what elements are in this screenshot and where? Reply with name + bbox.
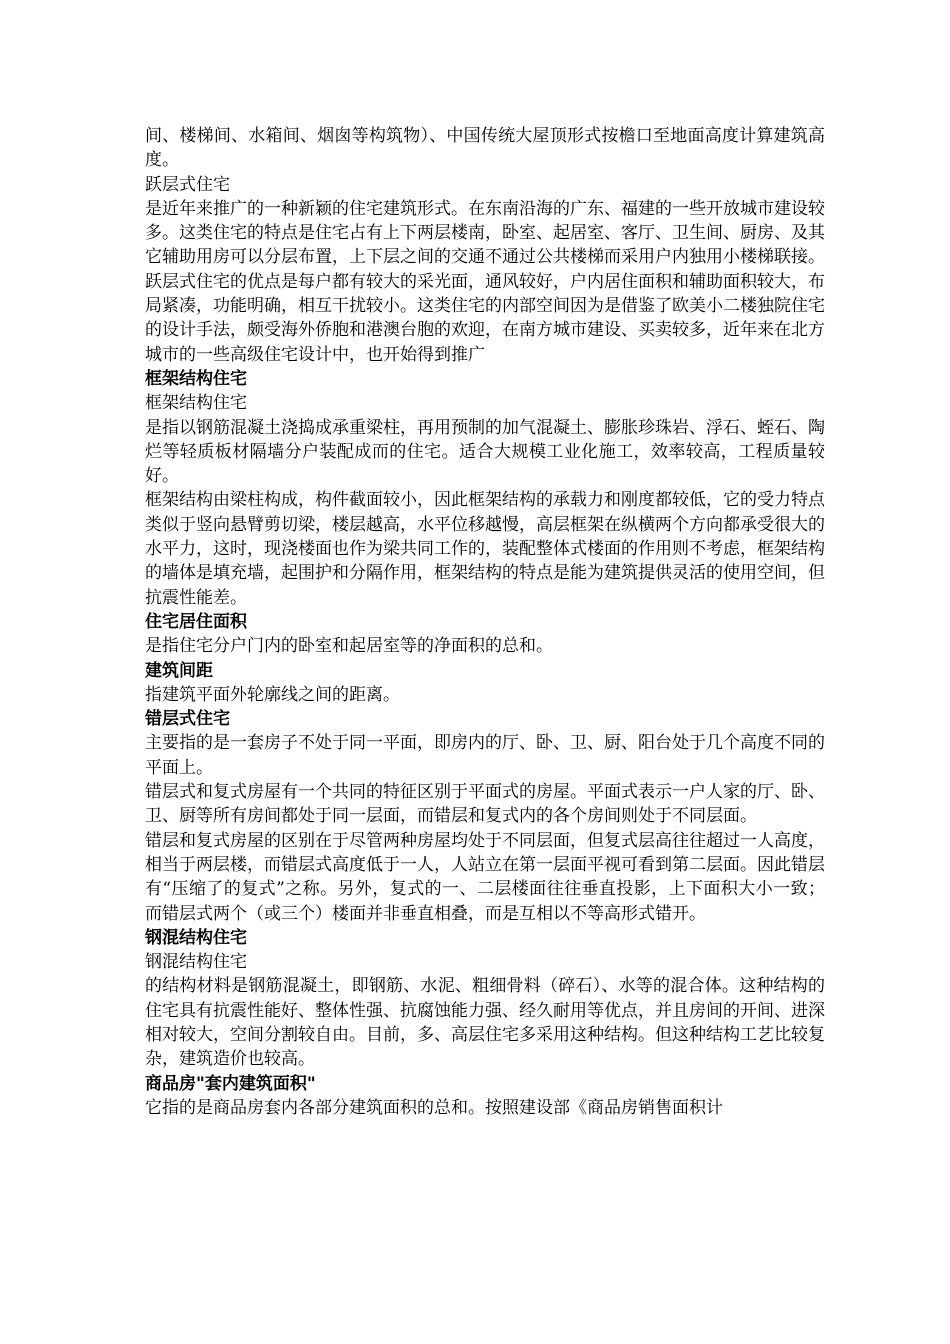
body-paragraph: 主要指的是一套房子不处于同一平面，即房内的厅、卧、卫、厨、阳台处于几个高度不同的平面上。 xyxy=(145,733,825,778)
body-paragraph: 是近年来推广的一种新颖的住宅建筑形式。在东南沿海的广东、福建的一些开放城市建设较多。这类住宅的特点是住宅占有上下两层楼南，卧室、起居室、客厅、卫生间、厨房、及其它辅助用房可以分层布置，上下层之间的交通不通过公共楼梯而采用户内独用小楼梯联接。跃层式住宅的优点是每户都有较大的采光面，通风较好，户内居住面积和辅助面积较大，布局紧凑，功能明确，相互干扰较小。这类住宅的内部空间因为是借鉴了欧美小二楼独院住宅的设计手法，颇受海外侨胞和港澳台胞的欢迎，在南方城市建设、买卖较多，近年来在北方城市的一些高级住宅设计中，也开始得到推广 xyxy=(145,198,825,365)
body-paragraph: 框架结构由梁柱构成，构件截面较小，因此框架结构的承载力和刚度都较低，它的受力特点类似于竖向悬臂剪切梁，楼层越高，水平位移越慢，高层框架在纵横两个方向都承受很大的水平力，这时，现浇楼面也作为梁共同工作的，装配整体式楼面的作用则不考虑，框架结构的墙体是填充墙，起围护和分隔作用，框架结构的特点是能为建筑提供灵活的使用空间，但抗震性能差。 xyxy=(145,490,825,608)
body-paragraph: 间、楼梯间、水箱间、烟囱等构筑物）、中国传统大屋顶形式按檐口至地面高度计算建筑高度。 xyxy=(145,126,825,171)
body-paragraph: 指建筑平面外轮廓线之间的距离。 xyxy=(145,684,400,705)
document-page xyxy=(145,124,825,1120)
body-paragraph: 错层式和复式房屋有一个共同的特征区别于平面式的房屋。平面式表示一户人家的厅、卧、卫、厨等所有房间都处于同一层面，而错层和复式内的各个房间则处于不同层面。 xyxy=(145,782,825,827)
section-heading: 住宅居住面积 xyxy=(145,611,247,632)
body-paragraph: 是指住宅分户门内的卧室和起居室等的净面积的总和。 xyxy=(145,636,553,657)
body-paragraph: 错层和复式房屋的区别在于尽管两种房屋均处于不同层面，但复式层高往往超过一人高度，相当于两层楼，而错层式高度低于一人，人站立在第一层面平视可看到第二层面。因此错层有“压缩了的复式”之称。另外，复式的一、二层楼面往往垂直投影，上下面积大小一致；而错层式两个（或三个）楼面并非垂直相叠，而是互相以不等高形式错开。 xyxy=(145,830,825,924)
section-heading: 钢混结构住宅 xyxy=(145,927,247,948)
section-heading: 建筑间距 xyxy=(145,660,213,681)
body-paragraph: 的结构材料是钢筋混凝土，即钢筋、水泥、粗细骨料（碎石）、水等的混合体。这种结构的住宅具有抗震性能好、整体性强、抗腐蚀能力强、经久耐用等优点，并且房间的开间、进深相对较大，空间分割较自由。目前，多、高层住宅多采用这种结构。但这种结构工艺比较复杂，建筑造价也较高。 xyxy=(145,976,825,1070)
section-heading: 框架结构住宅 xyxy=(145,368,247,389)
body-paragraph: 是指以钢筋混凝土浇捣成承重梁柱，再用预制的加气混凝土、膨胀珍珠岩、浮石、蛭石、陶烂等轻质板材隔墙分户装配成而的住宅。适合大规模工业化施工，效率较高，工程质量较好。 xyxy=(145,417,825,487)
term-title: 跃层式住宅 xyxy=(145,174,230,195)
section-heading: 商品房"套内建筑面积" xyxy=(145,1073,316,1094)
section-heading: 错层式住宅 xyxy=(145,709,230,730)
body-paragraph: 它指的是商品房套内各部分建筑面积的总和。按照建设部《商品房销售面积计 xyxy=(145,1097,723,1118)
term-title: 钢混结构住宅 xyxy=(145,952,247,973)
term-title: 框架结构住宅 xyxy=(145,393,247,414)
